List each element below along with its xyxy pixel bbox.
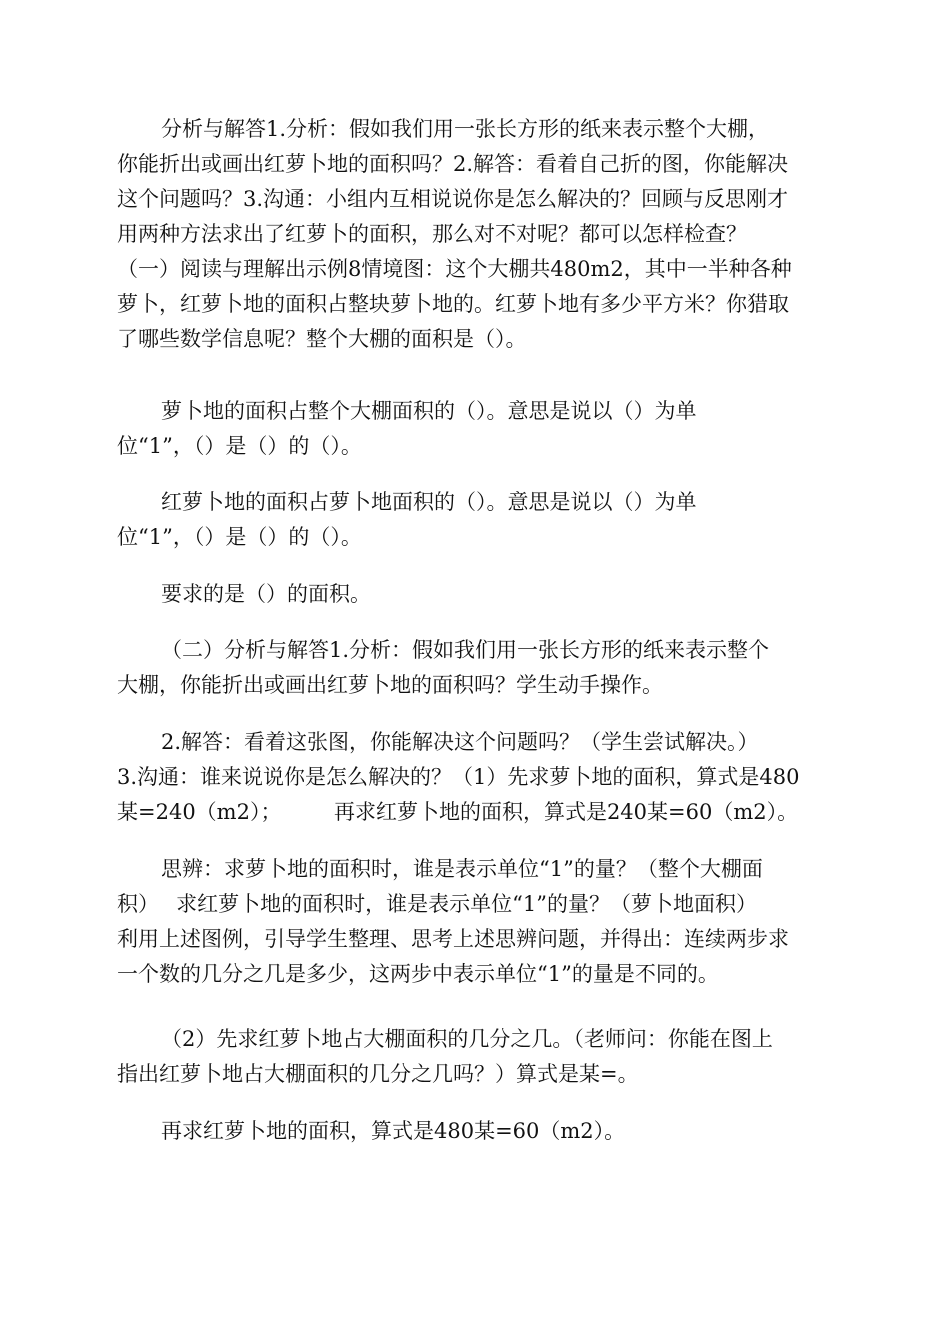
text-line: 这个问题吗？3.沟通：小组内互相说说你是怎么解决的？回顾与反思刚才	[117, 187, 789, 211]
text-line: 积） 求红萝卜地的面积时，谁是表示单位“1”的量？（萝卜地面积）	[117, 892, 758, 916]
text-line: 3.沟通：谁来说说你是怎么解决的？（1）先求萝卜地的面积，算式是480	[117, 765, 800, 789]
text-line: 了哪些数学信息呢？整个大棚的面积是（）。	[117, 327, 527, 351]
text-line: 2.解答：看着这张图，你能解决这个问题吗？（学生尝试解决。）	[161, 730, 759, 754]
text-line: 你能折出或画出红萝卜地的面积吗？2.解答：看着自己折的图，你能解决	[117, 152, 789, 176]
paragraph-analysis	[117, 633, 837, 703]
text-line: 萝卜地的面积占整个大棚面积的（）。意思是说以（）为单	[161, 399, 697, 423]
text-line: （2）先求红萝卜地占大棚面积的几分之几。（老师问：你能在图上	[161, 1027, 773, 1051]
text-line: 用两种方法求出了红萝卜的面积，那么对不对呢？都可以怎样检查？	[117, 222, 747, 246]
text-line: （二）分析与解答1.分析：假如我们用一张长方形的纸来表示整个	[161, 638, 770, 662]
text-line: 红萝卜地的面积占萝卜地面积的（）。意思是说以（）为单	[161, 490, 697, 514]
paragraph-intro	[117, 112, 837, 357]
text-line: 再求红萝卜地的面积，算式是480某=60（m2）。	[161, 1119, 626, 1143]
paragraph-hongluobo-area	[117, 485, 837, 555]
text-line: 利用上述图例，引导学生整理、思考上述思辨问题，并得出：连续两步求	[117, 927, 789, 951]
text-line: 一个数的几分之几是多少，这两步中表示单位“1”的量是不同的。	[117, 962, 719, 986]
paragraph-reflection	[117, 852, 837, 992]
text-line: 思辨：求萝卜地的面积时，谁是表示单位“1”的量？（整个大棚面	[161, 857, 763, 881]
paragraph-question	[117, 577, 837, 612]
paragraph-solution	[117, 725, 837, 830]
text-line: （一）阅读与理解出示例8情境图：这个大棚共480m2，其中一半种各种	[117, 257, 792, 281]
text-line: 位“1”，（）是（）的（）。	[117, 525, 362, 549]
text-line: 要求的是（）的面积。	[161, 582, 371, 606]
text-line: 大棚，你能折出或画出红萝卜地的面积吗？学生动手操作。	[117, 673, 663, 697]
paragraph-final	[117, 1114, 837, 1149]
paragraph-luobo-area	[117, 394, 837, 464]
text-line: 某=240（m2）； 再求红萝卜地的面积，算式是240某=60（m2）。	[117, 800, 799, 824]
text-line: 指出红萝卜地占大棚面积的几分之几吗？）算式是某=。	[117, 1062, 639, 1086]
text-line: 萝卜，红萝卜地的面积占整块萝卜地的。红萝卜地有多少平方米？你猎取	[117, 292, 789, 316]
text-line: 分析与解答1.分析：假如我们用一张长方形的纸来表示整个大棚，	[161, 117, 770, 141]
text-line: 位“1”，（）是（）的（）。	[117, 434, 362, 458]
paragraph-method-two	[117, 1022, 837, 1092]
